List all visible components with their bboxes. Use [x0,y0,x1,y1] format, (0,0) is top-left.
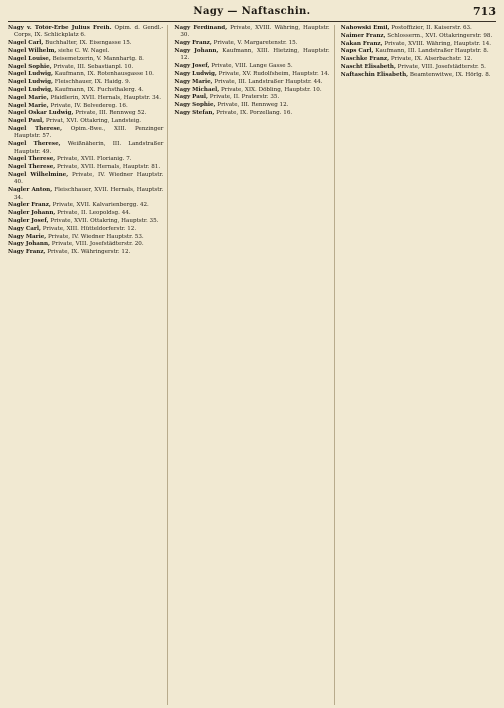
directory-entry [8,64,163,71]
directory-entry [174,94,329,101]
entry-name: Nagel Ludwig, [8,79,53,86]
entry-detail: Private, XIX. Döbling, Hauptstr. 10. [219,86,322,93]
entry-detail: Private, IX. Währingerstr. 12. [45,249,131,256]
directory-entry [8,172,163,187]
entry-detail: Pfaidlerin, XVII. Hernals, Hauptstr. 34. [48,94,162,101]
entry-name: Nagy Johann, [174,48,219,54]
entry-name: Nagy Marie, [174,78,213,85]
page-number: 713 [473,5,496,18]
entry-detail: Private, VIII. Josefstädterstr. 5. [395,63,486,70]
directory-entry [8,25,163,40]
entry-detail: Private, IX. Porzellang. 16. [214,109,293,116]
entry-name: Nagy Carl, [8,225,41,232]
entry-detail: Fleischhauer, XVII. Hernals, Hauptstr. 34. [14,187,164,201]
entry-name: Nagy Marie, [8,233,47,240]
entry-name: Nagy Sophie, [174,102,216,109]
entry-detail: Beisemetzerin, V. Mannhartg. 8. [50,55,144,62]
entry-name: Nagler Johann, [8,210,56,217]
entry-name: Nagel Wilhelm, [8,48,57,54]
directory-entry [8,164,163,171]
directory-entry [8,156,163,163]
directory-entry [8,187,163,202]
directory-column-1 [8,25,168,705]
entry-name: Nagy Franz, [174,40,212,47]
entry-detail: Private, XVII. Ottakring, Hauptstr. 35. [48,217,159,224]
entry-detail: Private, III. Landstraßer Hauptstr. 44. [212,78,323,85]
directory-entry [174,63,329,70]
entry-detail: Private, VIII. Lange Gasse 5. [209,63,293,70]
entry-detail: Private, IV. Belvedereg. 16. [48,102,128,109]
directory-entry [8,103,163,110]
entry-detail: Private, II. Leopoldsg. 44. [55,210,131,217]
page-header [8,6,496,22]
entry-name: Nagel Marie, [8,94,49,101]
entry-name: Nagler Anton, [8,187,53,194]
entry-detail: Private, IX. Alserbachstr. 12. [389,56,473,63]
entry-detail: Private, III. Rennweg 12. [215,102,289,109]
entry-detail: Opim. d. Gendl.-Corps, IX. Schlickplatz 6. [14,25,164,39]
entry-name: Nagel Oskar Ludwig, [8,110,74,117]
entry-detail: Private, XVII. Kalvarienbergg. 42. [50,202,149,209]
directory-entry [341,72,496,79]
directory-entry [8,110,163,117]
entry-detail: Fleischhauer, IX. Haidg. 9. [53,79,131,86]
directory-entry [8,87,163,94]
entry-name: Nagy v. Tötör-Erbe Julius Freih. [8,25,112,31]
directory-entry [8,234,163,241]
entry-name: Nagy Stefan, [174,109,215,116]
directory-entry [8,218,163,225]
directory-entry [174,48,329,63]
entry-name: Nagel Therese, [8,141,61,148]
entry-name: Nahowski Emil, [340,25,390,31]
directory-entry [8,71,163,78]
entry-detail: Buchhalter, IX. Eisengasse 15. [43,40,132,47]
entry-name: Nagler Franz, [8,202,51,209]
directory-entry [8,202,163,209]
directory-entry [174,110,329,117]
entry-name: Nakan Franz, [340,40,383,47]
entry-name: Nagel Ludwig, [8,86,53,93]
directory-entry [174,102,329,109]
entry-detail: Kaufmann, IX. Rotenhausgasse 10. [53,71,154,78]
entry-detail: Kaufmann, III. Landstraßer Hauptstr. 8. [373,48,489,55]
entry-detail: Beamtenwitwe, IX. Hörlg. 8. [408,71,491,78]
directory-entry [8,210,163,217]
entry-detail: Private, II. Praterstr. 35. [208,94,280,101]
running-head: Nagy — Naftaschin. [193,6,311,17]
directory-entry [8,56,163,63]
entry-name: Nagel Sophie, [8,63,52,70]
entry-detail: Postoffizier, II. Kaiserstr. 63. [389,25,472,31]
entry-detail: Privat, XVI. Ottakring, Landsteig. [44,118,142,125]
directory-entry [8,249,163,256]
entry-name: Nagel Paul, [8,118,45,125]
entry-name: Naschke Franz, [340,56,390,63]
entry-name: Nagel Ludwig, [8,71,53,78]
entry-name: Nagy Paul, [174,94,208,101]
entry-name: Naimer Franz, [340,32,386,39]
directory-entry [8,226,163,233]
directory-entry [8,126,163,141]
entry-detail: Weißnäherin, III. Landstraßer Hauptstr. 49. [14,141,164,155]
entry-detail: Private, III. Rennweg 52. [73,110,147,117]
directory-column-3 [341,25,496,705]
directory-entry [341,48,496,55]
entry-detail: Private, IV. Wiedner Hauptstr. 53. [46,233,144,240]
entry-name: Nagel Wilhelmine, [8,171,69,178]
entry-name: Naftaschin Elisabeth, [340,71,409,78]
directory-entry [174,71,329,78]
entry-name: Nagy Josef, [174,63,210,70]
entry-name: Nascht Elisabeth, [340,63,396,70]
entry-detail: Opim.-Bwe., XIII. Penzinger Hauptstr. 57. [14,125,164,140]
entry-detail: Private, XVII. Hernals, Hauptstr. 81. [55,164,161,171]
entry-name: Nagel Therese, [8,156,56,163]
directory-entry [341,33,496,40]
directory-column-2 [174,25,334,705]
entry-detail: Private, V. Margaretenstr. 15. [211,40,298,47]
entry-name: Nagel Louise, [8,55,51,62]
entry-name: Nagel Therese, [8,164,56,171]
entry-name: Nagel Marie, [8,102,49,109]
directory-entry [8,241,163,248]
directory-entry [341,41,496,48]
directory-entry [8,141,163,156]
entry-name: Nagy Ludwig, [174,71,217,77]
entry-detail: Private, XVIII. Währing, Hauptstr. 30. [180,25,330,39]
entry-name: Nagy Ferdinand, [174,25,228,31]
entry-name: Nagler Josef, [8,217,49,224]
entry-name: Nagy Michael, [174,86,220,93]
entry-detail: Private, VIII. Josefstädterstr. 20. [50,241,144,248]
entry-detail: Private, IV. Wiedner Hauptstr. 40. [14,171,164,186]
entry-name: Naps Carl, [340,48,374,55]
entry-detail: siehe C. W. Nagel. [56,48,110,54]
directory-entry [8,48,163,55]
directory-entry [8,118,163,125]
directory-entry [341,25,496,32]
directory-entry [174,25,329,40]
directory-entry [174,79,329,86]
directory-entry [8,40,163,47]
entry-detail: Schlosserm., XVI. Ottakringerstr. 98. [385,32,493,39]
entry-name: Nagy Johann, [8,241,50,248]
directory-entry [8,95,163,102]
entry-detail: Private, XIII. Hütteldorferstr. 12. [40,225,137,232]
entry-detail: Private, XV. Rudolfsheim, Hauptstr. 14. [216,71,330,77]
directory-entry [341,56,496,63]
entry-detail: Kaufmann, XIII. Hietzing, Hauptstr. 12. [180,48,330,62]
directory-entry [8,79,163,86]
directory-entry [174,87,329,94]
directory-entry [174,40,329,47]
entry-detail: Kaufmann, IX. Fuchsthalerg. 4. [53,86,144,93]
entry-name: Nagel Therese, [8,125,63,132]
directory-columns [8,25,496,705]
entry-detail: Private, XVIII. Währing, Hauptstr. 14. [382,40,492,47]
entry-name: Nagy Franz, [8,249,46,256]
directory-entry [341,64,496,71]
entry-name: Nagel Carl, [8,40,44,47]
entry-detail: Private, XVII. Florianig. 7. [55,156,132,163]
entry-detail: Private, III. Sebastianpl. 10. [51,63,134,70]
